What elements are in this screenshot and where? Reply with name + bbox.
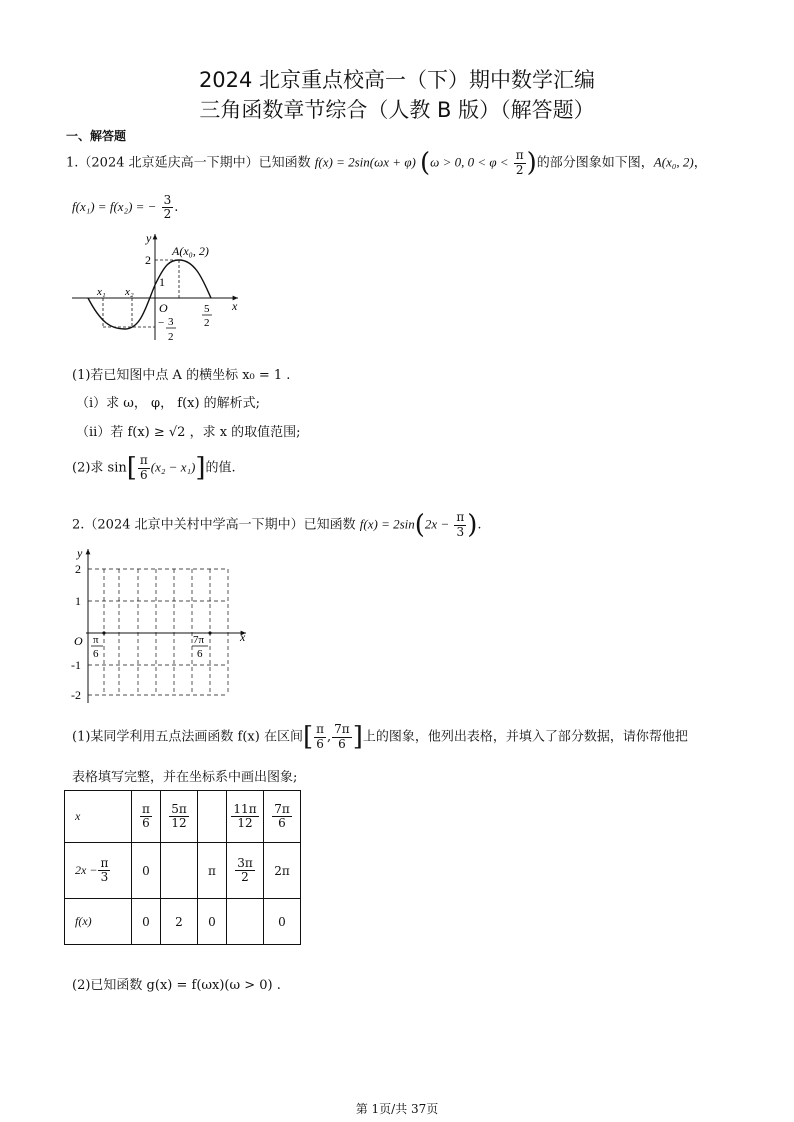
table-row [65,791,301,843]
q1-x-label: x [232,299,238,313]
table-cell: 0 [198,899,227,945]
q2-part2: (2)已知函数 g(x) = f(ωx)(ω > 0) . [72,978,281,993]
q1-condition: ω > 0, 0 < φ < [430,154,509,170]
q1-neg-den: 2 [168,331,174,343]
q2-number: 2. [72,517,85,533]
q2-origin-label: O [74,634,83,648]
table-head-x: x [65,791,132,843]
q2-source: （2024 北京中关村中学高一下期中） [84,517,304,533]
q2-7pi6-num: 7π [193,634,205,646]
q1-sine-graph [66,228,256,346]
q1-source: （2024 北京延庆高一下期中） [78,155,259,171]
q2-tick-2: 2 [75,562,81,576]
table-cell: $\frac{7\pi}{6}$ [264,791,301,843]
section-title: 一、解答题 [66,129,127,143]
q2-tick-neg1: -1 [71,658,81,672]
page-title-line1: 2024 北京重点校高一（下）期中数学汇编 [198,68,596,92]
q1-x1-label: x₁ [97,286,106,298]
q2-tick-neg2: -2 [71,688,81,702]
q1-five-num: 5 [204,303,210,315]
q1-condition-fraction: $\frac{\pi}{2}$ [515,148,524,177]
table-cell: 0 [132,899,161,945]
q2-pi6-num: π [93,634,99,646]
q1-x2-label: x₂ [125,286,134,298]
table-cell [198,791,227,843]
q2-x-label: x [240,630,246,644]
q2-7pi6-den: 6 [197,648,203,660]
q1-function: f(x) = 2sin(ωx + φ) [314,154,416,170]
q1-curve [88,260,211,329]
q1-part1-ii: （ii）若 f(x) ≥ √2 ，求 x 的取值范围; [76,425,301,440]
q1-eq2-left: f(x₁) = f(x₂) = − [72,199,157,215]
table-head-2x: 2x − $\frac{\pi}{3}$ [65,843,132,899]
table-cell [227,899,264,945]
q1-point-a-label: A(x₀, 2) [172,244,209,258]
q1-origin-label: O [159,301,168,315]
q1-intro: 已知函数 [258,155,311,171]
q1-eq2-fraction: $\frac{3}{2}$ [163,193,172,222]
q2-coordinate-grid [66,543,256,705]
page-footer: 第 1页/共 37页 [355,1102,439,1116]
q2-y-label: y [77,546,83,560]
q1-part1: (1)若已知图中点 A 的横坐标 x₀ = 1 . [72,368,291,383]
table-cell: $\frac{\pi}{6}$ [132,791,161,843]
q2-pi6-den: 6 [93,648,99,660]
table-cell: $\frac{5\pi}{12}$ [161,791,198,843]
q1-tail: 的部分图象如下图， [536,155,654,171]
table-cell: 0 [264,899,301,945]
q2-function: f(x) = 2sin [359,516,415,532]
q1-neg-sign: − [158,317,165,329]
q1-neg-num: 3 [168,316,174,328]
q1-part2: (2)求 sin[ $\frac{\pi}{6}$ (x₂ − x₁)]的值. [72,453,236,483]
q1-y-label: y [146,231,152,245]
q1-five-den: 2 [204,317,210,329]
table-row [65,843,301,899]
table-cell: 2π [264,843,301,899]
q1-point-a: A(x₀, 2) [653,154,694,170]
q1-tick-1: 1 [159,275,165,289]
q1-number: 1. [66,155,79,171]
table-head-fx: f(x) [65,899,132,945]
table-cell: 2 [161,899,198,945]
table-cell [161,843,198,899]
q2-statement: 2.（2024 北京中关村中学高一下期中）已知函数 f(x) = 2sin(2x − $\frac{\pi}{3}$ ). [72,510,482,540]
table-cell: $\frac{3\pi}{2}$ [227,843,264,899]
page-title-line2: 三角函数章节综合（人教 B 版）（解答题） [199,98,595,122]
q2-part1-line2: 表格填写完整，并在坐标系中画出图象; [72,770,298,785]
table-row [65,899,301,945]
q2-tick-1: 1 [75,594,81,608]
q1-equation-2: f(x₁) = f(x₂) = − $\frac{3}{2}$ . [72,193,179,222]
q2-value-table [64,790,301,945]
q1-part1-i: （i）求 ω， φ， f(x) 的解析式; [76,396,261,411]
table-cell: $\frac{11\pi}{12}$ [227,791,264,843]
q1-tick-2: 2 [145,253,151,267]
table-cell: 0 [132,843,161,899]
q1-statement: 1.（2024 北京延庆高一下期中）已知函数 f(x) = 2sin(ωx + φ) (ω > 0, 0 < φ < $\frac{\pi}{2}$ )的部分图象如下图，A(x₀, 2)， [66,148,707,178]
q2-part1-line1: (1)某同学利用五点法画函数 f(x) 在区间[ $\frac{\pi}{6}$ , $\frac{7\pi}{6}$ ]上的图象，他列出表格，并填入了部分数据，请你帮他把 [72,722,688,752]
table-cell: π [198,843,227,899]
